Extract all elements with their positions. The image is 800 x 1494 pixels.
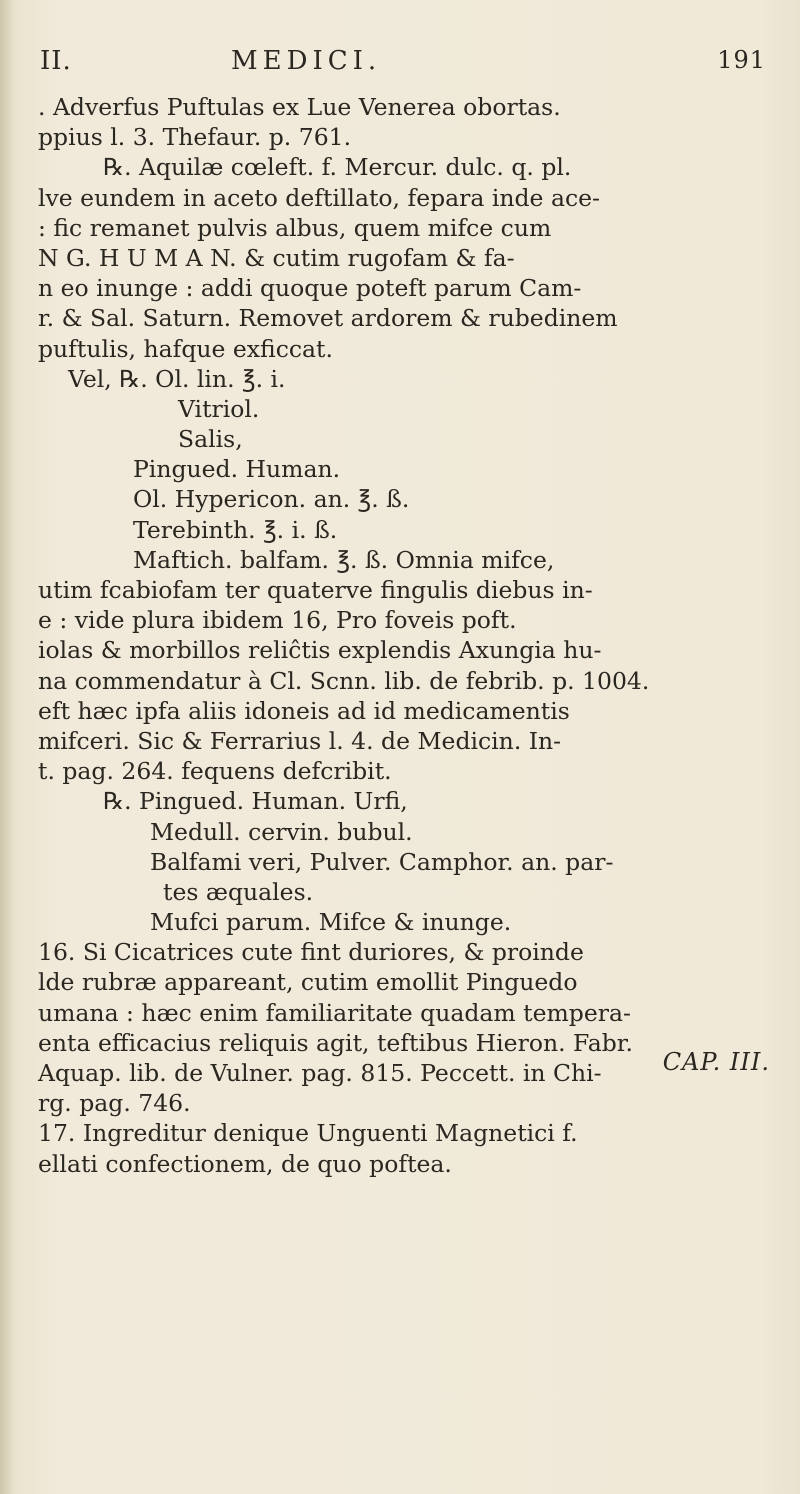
gutter-shadow bbox=[0, 0, 14, 1494]
text-line: 16. Si Cicatrices cute fint duriores, & proinde bbox=[38, 938, 584, 967]
text-line: Balfami veri, Pulver. Camphor. an. par- bbox=[150, 847, 614, 876]
text-line: tes æquales. bbox=[163, 877, 314, 906]
text-line: ℞. Aquilæ cœleft. f. Mercur. dulc. q. pl. bbox=[103, 153, 572, 182]
text-line: umana : hæc enim familiaritate quadam tempera- bbox=[38, 998, 631, 1027]
text-line: rg. pag. 746. bbox=[38, 1089, 191, 1118]
text-line: enta efficacius reliquis agit, teftibus Hieron. Fabr. bbox=[38, 1028, 633, 1057]
text-line: Salis, bbox=[178, 425, 243, 454]
text-line: 17. Ingreditur denique Unguenti Magnetici f. bbox=[38, 1119, 578, 1148]
text-line: Mufci parum. Mifce & inunge. bbox=[150, 908, 512, 937]
chapter-number: II. bbox=[40, 46, 72, 76]
catchword: CAP. III. bbox=[662, 1048, 770, 1076]
text-line: eft hæc ipfa aliis idoneis ad id medicamentis bbox=[38, 696, 570, 725]
text-line: Maftich. balfam. ℥. ß. Omnia mifce, bbox=[133, 545, 555, 574]
text-line: t. pag. 264. fequens defcribit. bbox=[38, 757, 392, 786]
text-line: lde rubræ appareant, cutim emollit Pinguedo bbox=[38, 968, 578, 997]
text-line: Pingued. Human. bbox=[133, 455, 341, 484]
page-number: 191 bbox=[717, 46, 766, 74]
text-line: ellati confectionem, de quo poftea. bbox=[38, 1149, 452, 1178]
text-line: lve eundem in aceto deftillato, fepara inde ace- bbox=[38, 183, 600, 212]
text-line: ℞. Pingued. Human. Urfi, bbox=[103, 787, 408, 816]
text-line: n eo inunge : addi quoque poteft parum Cam- bbox=[38, 274, 582, 303]
text-line: Terebinth. ℥. i. ß. bbox=[133, 515, 338, 544]
text-line: Vitriol. bbox=[178, 394, 260, 423]
text-line: ppius l. 3. Thefaur. p. 761. bbox=[38, 123, 352, 152]
text-line: e : vide plura ibidem 16, Pro foveis poft. bbox=[38, 606, 517, 635]
text-line: : fic remanet pulvis albus, quem mifce cum bbox=[38, 213, 552, 242]
text-line: na commendatur à Cl. Scnn. lib. de febrib. p. 1004. bbox=[38, 666, 650, 695]
text-line: Aquap. lib. de Vulner. pag. 815. Peccett. in Chi- bbox=[38, 1059, 602, 1087]
text-line: r. & Sal. Saturn. Removet ardorem & rubedinem bbox=[38, 304, 618, 333]
text-line: utim fcabiofam ter quaterve fingulis diebus in- bbox=[38, 576, 593, 604]
body-text bbox=[28, 92, 768, 1179]
text-line: Vel, ℞. Ol. lin. ℥. i. bbox=[68, 364, 286, 393]
running-header bbox=[26, 40, 766, 80]
running-title: MEDICI. bbox=[231, 46, 382, 76]
text-line: . Adverfus Puftulas ex Lue Venerea obortas. bbox=[38, 93, 561, 121]
text-line: mifceri. Sic & Ferrarius l. 4. de Medicin. In- bbox=[38, 726, 562, 755]
text-line: iolas & morbillos reliĉtis explendis Axungia hu- bbox=[38, 636, 602, 665]
text-line: Ol. Hypericon. an. ℥. ß. bbox=[133, 485, 410, 514]
text-line: N G. H U M A N. & cutim rugofam & fa- bbox=[38, 243, 515, 272]
text-line: Medull. cervin. bubul. bbox=[150, 817, 413, 846]
text-line: puftulis, hafque exficcat. bbox=[38, 334, 333, 363]
